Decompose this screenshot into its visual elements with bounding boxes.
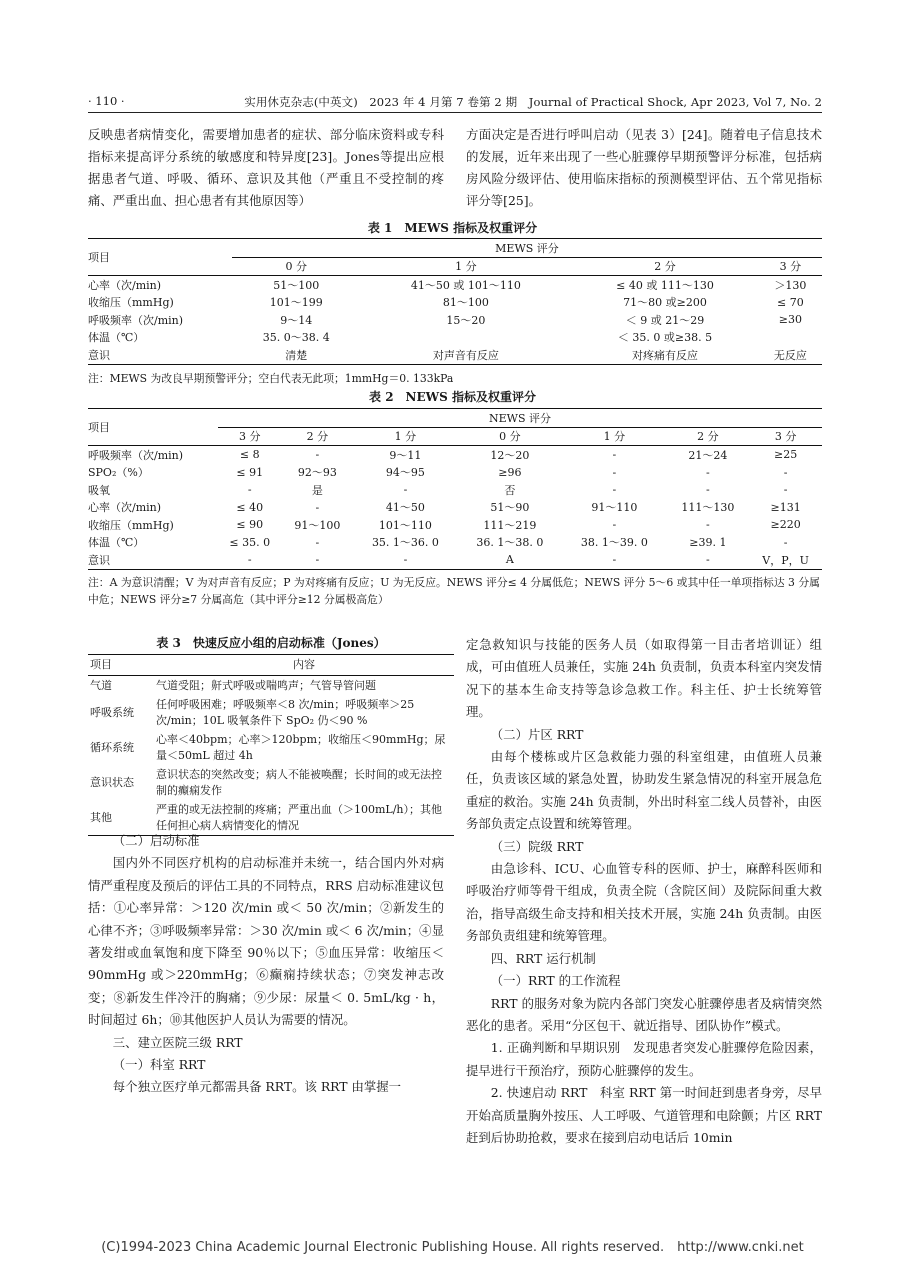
table-row — [88, 346, 822, 364]
table-row — [88, 311, 822, 329]
table-cell: - — [612, 553, 617, 567]
table-cell: 51～100 — [273, 278, 320, 292]
column-header: 0 分 — [458, 427, 562, 446]
table2-news — [88, 408, 822, 570]
table-item-header: 项目 — [88, 409, 218, 446]
copyright-footer: (C)1994-2023 China Academic Journal Electronic Publishing House. All rights reserved. http://www.cnki.net — [101, 1240, 804, 1255]
table1-note: 注：MEWS 为改良早期预警评分；空白代表无此项；1mmHg＝0. 133kPa — [88, 372, 454, 385]
row-label: 体温（℃） — [88, 536, 145, 550]
section-heading: 三、建立医院三级 RRT — [112, 1034, 243, 1050]
paragraph: 定急救知识与技能的医务人员（如取得第一目击者培训证）组成，可由值班人员兼任，实施 24h 负责制，负责本科室内突发情况下的基本生命支持等急诊急救工作。科主任、护士长统筹管理。 — [466, 637, 822, 720]
table-cell: 38. 1～39. 0 — [580, 536, 648, 550]
table-cell: ＜ 9 或 21～29 — [625, 313, 705, 327]
table-cell: - — [706, 518, 710, 532]
table-cell: - — [612, 483, 617, 497]
table-cell: 35. 1～36. 0 — [371, 536, 439, 550]
table2-note: 注：A 为意识清醒；V 为对声音有反应；P 为对疼痛有反应；U 为无反应。NEWS 评分≤ 4 分属低危；NEWS 评分 5～6 或其中任一单项指标达 3 分属中危；NEWS 评分≥7 分属高危（其中评分≥12 分属极高危） — [88, 576, 820, 606]
paragraph: 国内外不同医疗机构的启动标准并未统一，结合国内外对病情严重程度及预后的评估工具的不同特点，RRS 启动标准建议包括：①心率异常：＞120 次/min 或＜ 50 次/min；②新发生的心律不齐；③呼吸频率异常：＞30 次/min 或＜ 6 次/min；④显著发绀或血氧饱和度下降至 90％以下；⑤血压异常：收缩压＜ 90mmHg 或＞220mmHg；⑥癫痫持续状态；⑦突发神志改变；⑧新发生伴冷汗的胸痛；⑨少尿：尿量＜ 0. 5mL/kg · h，时间超过 6h；⑩其他医护人员认为需要的情况。 — [88, 855, 444, 1028]
table-cell: 9～14 — [280, 313, 313, 327]
table3-jones — [88, 654, 454, 836]
table-cell: - — [783, 535, 788, 549]
table-cell: - — [403, 483, 408, 497]
table-cell: 36. 1～38. 0 — [476, 536, 544, 550]
table-row — [88, 730, 454, 765]
table-cell: - — [315, 500, 320, 514]
table-row — [88, 765, 454, 800]
table-group-header: NEWS 评分 — [218, 409, 822, 428]
table-cell: 气道受阻；鼾式呼吸或喘鸣声；气管导管问题 — [156, 678, 376, 692]
row-label: 心率（次/min) — [88, 501, 162, 515]
section-heading: （三）院级 RRT — [490, 838, 584, 854]
row-label: 体温（℃） — [88, 331, 145, 345]
section-heading: （二）片区 RRT — [490, 726, 584, 742]
table-cell: 意识状态的突然改变；病人不能被唤醒；长时间的或无法控制的癫痫发作 — [156, 768, 442, 797]
row-label: 呼吸频率（次/min) — [88, 313, 184, 327]
table-cell: ≥30 — [778, 313, 802, 327]
table-cell: 41～50 — [385, 501, 425, 515]
table-cell: 41～50 或 101～110 — [410, 278, 521, 292]
table-cell: - — [612, 448, 617, 462]
bottom-right-column — [466, 634, 822, 1149]
table-row — [88, 499, 822, 517]
table-cell: - — [247, 553, 252, 567]
row-label: 收缩压（mmHg) — [88, 296, 174, 310]
table-cell: - — [783, 465, 788, 479]
table-row — [88, 464, 822, 482]
section-heading: （一）RRT 的工作流程 — [490, 973, 621, 989]
section-heading: 四、RRT 运行机制 — [490, 950, 596, 966]
section-heading: （二）启动标准 — [112, 833, 200, 848]
table3-caption: 表 3 快速反应小组的启动标准（Jones） — [156, 636, 386, 650]
table-cell: 91～100 — [294, 518, 341, 532]
column-header: 2 分 — [281, 427, 353, 446]
table-row — [88, 481, 822, 499]
paragraph: 由急诊科、ICU、心血管专科的医师、护士，麻醉科医师和呼吸治疗师等骨干组成，负责全院（含院区间）及院际间重大救治，指导高级生命支持和相关技术开展，实施 24h 负责制。由医务部负责组建和统筹管理。 — [466, 861, 822, 944]
row-label: 意识状态 — [90, 775, 134, 789]
table-cell: 严重的或无法控制的疼痛；严重出血（＞100mL/h）；其他任何担心病人病情变化的情况 — [156, 803, 443, 832]
table-cell: 51～90 — [490, 501, 530, 515]
table1-caption: 表 1 MEWS 指标及权重评分 — [367, 221, 538, 235]
row-label: 呼吸频率（次/min) — [88, 448, 184, 462]
column-header: 2 分 — [571, 257, 758, 276]
row-label: 循环系统 — [90, 740, 134, 754]
table-row — [88, 329, 822, 347]
table-cell: 对疼痛有反应 — [632, 348, 699, 362]
column-header: 3 分 — [749, 427, 822, 446]
top-left-column — [88, 124, 444, 212]
table-cell: 对声音有反应 — [432, 348, 499, 362]
column-header: 2 分 — [667, 427, 750, 446]
table-row — [88, 534, 822, 552]
row-label: 意识 — [88, 553, 110, 567]
table-cell: ≥25 — [774, 448, 798, 462]
table-row — [88, 276, 822, 294]
table-cell: ≥96 — [498, 465, 522, 479]
row-label: 其他 — [90, 810, 112, 824]
paragraph: 1. 正确判断和早期识别 发现患者突发心脏骤停危险因素，提早进行干预治疗，预防心脏骤停的发生。 — [466, 1040, 822, 1078]
table-cell: 35. 0～38. 4 — [262, 331, 330, 345]
paragraph: 反映患者病情变化，需要增加患者的症状、部分临床资料或专科指标来提高评分系统的敏感度和特异度[23]。Jones等提出应根据患者气道、呼吸、循环、意识及其他（严重且不受控制的疼痛、严重出血、担心患者有其他原因等） — [88, 127, 444, 208]
table-cell: - — [783, 483, 788, 497]
page-number: · 110 · — [88, 94, 125, 108]
row-label: 意识 — [88, 348, 110, 362]
table-cell: 清楚 — [285, 348, 308, 362]
table-cell: 否 — [504, 483, 516, 497]
table-cell: ＞130 — [774, 278, 807, 292]
table-cell: ＜ 35. 0 或≥38. 5 — [617, 331, 713, 345]
table-cell: 是 — [311, 483, 323, 497]
row-label: SPO₂（%） — [88, 466, 149, 480]
column-header: 3 分 — [759, 257, 822, 276]
table-cell — [360, 329, 571, 347]
table-cell: 111～130 — [681, 501, 735, 515]
column-header: 0 分 — [232, 257, 360, 276]
table-cell: - — [315, 553, 320, 567]
row-label: 收缩压（mmHg) — [88, 518, 174, 532]
column-header: 内容 — [154, 655, 454, 676]
paragraph: 2. 快速启动 RRT 科室 RRT 第一时间赶到患者身旁，尽早开始高质量胸外按压、人工呼吸、气道管理和电除颤；片区 RRT 赶到后协助抢救，要求在接到启动电话后 10min — [466, 1085, 822, 1145]
table-cell: 94～95 — [385, 466, 425, 480]
table-cell: - — [315, 535, 320, 549]
table-row — [88, 294, 822, 312]
paragraph: 方面决定是否进行呼叫启动（见表 3）[24]。随着电子信息技术的发展，近年来出现了一些心脏骤停早期预警评分标准，包括病房风险分级评估、使用临床指标的预测模型评估、五个常见指标评分等[25]。 — [466, 127, 822, 208]
table-cell: 心率＜40bpm；心率＞120bpm；收缩压＜90mmHg；尿量＜50mL 超过 4h — [156, 733, 446, 762]
journal-info: 实用休克杂志(中英文) 2023 年 4 月第 7 卷第 2 期 Journal of Practical Shock, Apr 2023, Vol 7, No. 2 — [244, 95, 822, 109]
table2-caption: 表 2 NEWS 指标及权重评分 — [369, 390, 536, 404]
table-cell: ≤ 35. 0 — [229, 535, 271, 549]
table-cell: ≤ 40 或 111～130 — [616, 278, 714, 292]
table-cell: - — [247, 483, 252, 497]
table-cell — [759, 329, 822, 347]
paragraph: RRT 的服务对象为院内各部门突发心脏骤停患者及病情突然恶化的患者。采用“分区包干、就近指导、团队协作”模式。 — [466, 995, 822, 1033]
column-header: 项目 — [88, 655, 154, 676]
running-header — [88, 94, 822, 113]
table-cell: V，P，U — [762, 553, 809, 567]
table-cell: ≤ 8 — [239, 448, 260, 462]
table-cell: ≤ 91 — [236, 465, 264, 479]
table-cell: 111～219 — [483, 518, 537, 532]
table-cell: 101～199 — [269, 296, 323, 310]
table-cell: 92～93 — [297, 466, 337, 480]
row-label: 吸氧 — [88, 483, 110, 497]
table-cell: ≤ 40 — [236, 500, 264, 514]
section-heading: （一）科室 RRT — [112, 1057, 206, 1073]
table-cell: - — [403, 553, 408, 567]
table-cell: - — [706, 553, 710, 567]
table-cell: 21～24 — [688, 448, 728, 462]
table-cell: 81～100 — [442, 296, 489, 310]
table-row — [88, 675, 454, 695]
row-label: 呼吸系统 — [90, 705, 134, 719]
table-row — [88, 516, 822, 534]
table-cell: 101～110 — [378, 518, 432, 532]
table-cell: ≥39. 1 — [689, 535, 727, 549]
row-label: 气道 — [90, 678, 112, 692]
table-group-header: MEWS 评分 — [232, 239, 822, 258]
column-header: 1 分 — [353, 427, 457, 446]
table1-mews — [88, 238, 822, 365]
paragraph: 每个独立医疗单元都需具备 RRT。该 RRT 由掌握一 — [112, 1079, 402, 1095]
table-row — [88, 551, 822, 569]
table-cell: 12～20 — [490, 448, 530, 462]
table-cell: ≤ 70 — [776, 295, 804, 309]
table-cell: - — [612, 465, 617, 479]
table-cell: ≥220 — [770, 518, 801, 532]
table-cell: 任何呼吸困难；呼吸频率＜8 次/min；呼吸频率＞25 次/min；10L 吸氧条件下 SpO₂ 仍＜90 % — [156, 698, 415, 727]
table-cell: - — [612, 518, 617, 532]
table-cell: 9～11 — [389, 448, 422, 462]
table-cell: 无反应 — [773, 348, 807, 362]
table-cell: - — [706, 483, 710, 497]
table-cell: - — [706, 465, 710, 479]
row-label: 心率（次/min) — [88, 278, 162, 292]
table-item-header: 项目 — [88, 239, 232, 276]
table-cell: ≤ 90 — [236, 518, 264, 532]
table-row — [88, 446, 822, 464]
table-cell: A — [505, 553, 514, 567]
table-row — [88, 695, 454, 730]
table-cell: 91～110 — [591, 501, 638, 515]
table-cell: ≥131 — [770, 500, 801, 514]
table-cell: 15～20 — [446, 313, 486, 327]
paragraph: 由每个楼栋或片区急救能力强的科室组建，由值班人员兼任，负责该区域的紧急处置，协助发生紧急情况的科室开展急危重症的救治。实施 24h 负责制，外出时科室二线人员替补，由医务部负责定点设置和统筹管理。 — [466, 749, 822, 832]
table-cell: - — [315, 448, 320, 462]
bottom-left-column — [88, 830, 444, 1099]
column-header: 1 分 — [562, 427, 666, 446]
column-header: 3 分 — [218, 427, 281, 446]
table-cell: 71～80 或≥200 — [623, 296, 707, 310]
column-header: 1 分 — [360, 257, 571, 276]
top-right-column — [466, 124, 822, 212]
